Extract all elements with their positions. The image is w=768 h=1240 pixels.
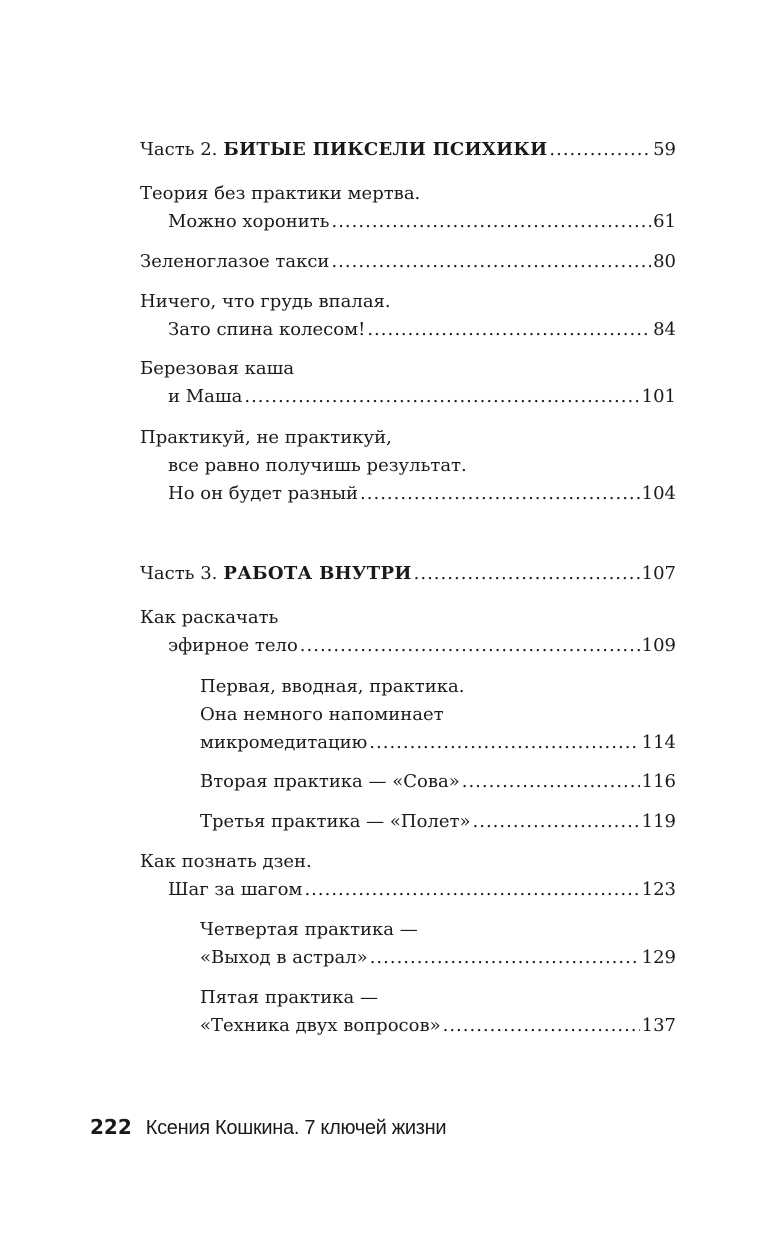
table-of-contents [140, 0, 676, 1240]
page-number: 123 [641, 879, 676, 900]
toc-part-heading [140, 560, 676, 588]
page-number: 137 [641, 1015, 676, 1036]
page-number: 114 [641, 732, 676, 753]
dot-leader [331, 208, 651, 236]
toc-part-heading [140, 136, 676, 164]
entry-line: микромедитацию [200, 732, 368, 753]
page-number: 84 [653, 319, 676, 340]
dot-leader [369, 729, 639, 757]
entry-line: Шаг за шагом [168, 879, 303, 900]
toc-entry [140, 355, 676, 411]
entry-line: Ничего, что грудь впалая. [140, 291, 391, 312]
entry-line: Она немного напоминает [200, 704, 444, 725]
dot-leader [370, 944, 640, 972]
dot-leader [414, 560, 640, 588]
entry-line: Как раскачать [140, 607, 279, 628]
toc-entry [140, 180, 676, 236]
page-number: 119 [641, 811, 676, 832]
entry-line: Первая, вводная, практика. [200, 676, 465, 697]
page-number: 101 [641, 386, 676, 407]
entry-line: все равно получишь результат. [168, 455, 467, 476]
entry-line: Зеленоглазое такси [140, 251, 330, 272]
part-label: Часть 2. [140, 139, 218, 160]
entry-line: Четвертая практика — [200, 919, 418, 940]
part-title: РАБОТА ВНУТРИ [223, 563, 412, 584]
toc-entry [140, 424, 676, 508]
entry-line: Теория без практики мертва. [140, 183, 421, 204]
dot-leader [304, 876, 639, 904]
entry-line: Зато спина колесом! [168, 319, 366, 340]
running-title: Ксения Кошкина. 7 ключей жизни [145, 1117, 447, 1139]
part-title: БИТЫЕ ПИКСЕЛИ ПСИХИКИ [223, 139, 548, 160]
entry-line: Вторая практика — «Сова» [200, 771, 460, 792]
entry-line: Но он будет разный [168, 483, 359, 504]
entry-line: «Выход в астрал» [200, 947, 368, 968]
entry-line: Третья практика — «Полет» [200, 811, 471, 832]
page-number: 107 [641, 563, 676, 584]
dot-leader [549, 136, 651, 164]
toc-entry [140, 248, 676, 276]
entry-line: «Техника двух вопросов» [200, 1015, 441, 1036]
toc-entry [140, 848, 676, 904]
page-number: 109 [641, 635, 676, 656]
entry-line: и Маша [168, 386, 243, 407]
dot-leader [367, 316, 651, 344]
part-label: Часть 3. [140, 563, 218, 584]
toc-entry [200, 808, 676, 836]
page-number: 80 [653, 251, 676, 272]
entry-line: Практикуй, не практикуй, [140, 427, 392, 448]
entry-line: Березовая каша [140, 358, 295, 379]
toc-entry [200, 984, 676, 1040]
toc-entry [200, 768, 676, 796]
dot-leader [462, 768, 640, 796]
page-number: 59 [653, 139, 676, 160]
entry-line: Пятая практика — [200, 987, 378, 1008]
toc-entry [200, 673, 676, 757]
page-number: 104 [641, 483, 676, 504]
page-number: 129 [641, 947, 676, 968]
dot-leader [473, 808, 640, 836]
dot-leader [244, 383, 639, 411]
dot-leader [331, 248, 651, 276]
toc-entry [140, 288, 676, 344]
footer-page-number: 222 [90, 1115, 132, 1139]
entry-line: эфирное тело [168, 635, 298, 656]
toc-entry [200, 916, 676, 972]
entry-line: Как познать дзен. [140, 851, 312, 872]
dot-leader [300, 632, 640, 660]
dot-leader [443, 1012, 640, 1040]
entry-line: Можно хоронить [168, 211, 330, 232]
dot-leader [360, 480, 640, 508]
page-number: 116 [641, 771, 676, 792]
page-number: 61 [653, 211, 676, 232]
page-footer [90, 1112, 446, 1142]
toc-entry [140, 604, 676, 660]
